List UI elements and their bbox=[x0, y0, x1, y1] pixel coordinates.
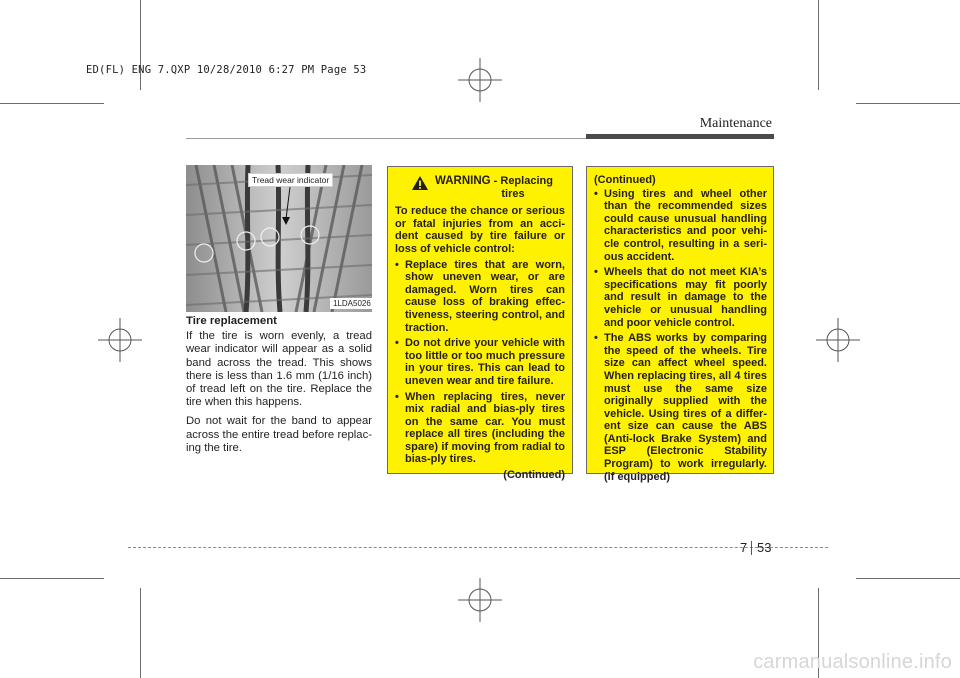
warning-subtitle-line2: tires bbox=[501, 187, 525, 200]
tire-tread-photo bbox=[186, 165, 372, 312]
watermark-url: carmanualsonline.info bbox=[753, 651, 952, 673]
list-item: • The ABS works by comparing the speed of the wheels. Tire size can affect wheel speed. When replacing tires, all 4 tires must use the same size originally supplied with the vehicle. Using tires of a differ-ent size can cause the ABS (Anti-lock Brake System) and ESP (Electronic Stability Program) to work irregularly. (if equipped) bbox=[594, 332, 767, 483]
list-item: • Wheels that do not meet KIA’s specifications may fit poorly and result in damage to the vehicle or unusual handling and poor vehicle control. bbox=[594, 266, 767, 329]
list-item: • Using tires and wheel other than the recommended sizes could cause unusual handling characteristics and poor vehi-cle control, resulting in a seri-ous accident. bbox=[594, 188, 767, 264]
registration-mark-icon bbox=[816, 318, 860, 362]
warning-list bbox=[395, 259, 565, 467]
paragraph: If the tire is worn evenly, a tread wear indicator will appear as a solid band across the tread. This shows there is less than 1.6 mm (1/16 inch) of tread left on the tire. Replace the tire when this happens. bbox=[186, 330, 372, 409]
paragraph: Do not wait for the band to appear across the entire tread before replac-ing the tire. bbox=[186, 415, 372, 454]
print-slug: ED(FL) ENG 7.QXP 10/28/2010 6:27 PM Page 53 bbox=[86, 64, 367, 76]
continued-warning-box bbox=[586, 166, 774, 483]
continued-label: (Continued) bbox=[594, 174, 656, 186]
warning-header bbox=[411, 175, 565, 200]
page-number-value: 53 bbox=[757, 540, 772, 555]
crop-mark bbox=[0, 103, 104, 104]
figure-code: 1LDA5026 bbox=[330, 298, 374, 309]
crop-mark bbox=[140, 588, 141, 678]
crop-mark bbox=[856, 103, 960, 104]
registration-mark-icon bbox=[458, 58, 502, 102]
section-title: Maintenance bbox=[699, 116, 772, 131]
tread-wear-indicator-callout: Tread wear indicator bbox=[248, 173, 333, 187]
list-item: • Do not drive your vehicle with too little or too much pressure in your tires. This can lead to uneven wear and tire failure. bbox=[395, 337, 565, 387]
list-item: • When replacing tires, never mix radial and bias-ply tires on the same car. You must replace all tires (including the spare) if moving from radial to bias-ply tires. bbox=[395, 391, 565, 467]
tire-replacement-section bbox=[186, 315, 372, 461]
crop-mark bbox=[856, 578, 960, 579]
warning-intro: To reduce the chance or serious or fatal injuries from an acci-dent caused by tire failure or loss of vehicle control: bbox=[395, 205, 565, 255]
header-rule bbox=[186, 138, 586, 139]
warning-label: WARNING bbox=[435, 175, 491, 187]
header-rule-accent bbox=[586, 134, 774, 139]
page-number-divider bbox=[751, 541, 752, 555]
warning-box bbox=[387, 166, 573, 482]
crop-mark bbox=[140, 0, 141, 90]
chapter-number: 7 bbox=[740, 540, 748, 555]
section-heading: Tire replacement bbox=[186, 315, 277, 327]
list-item: • Replace tires that are worn, show uneven wear, or are damaged. Worn tires can cause loss of braking effec-tiveness, steering control, and traction. bbox=[395, 259, 565, 335]
warning-triangle-icon bbox=[411, 175, 429, 191]
warning-subtitle: - Replacing bbox=[493, 175, 553, 187]
crop-mark bbox=[0, 578, 104, 579]
footer-rule bbox=[128, 547, 828, 548]
registration-mark-icon bbox=[98, 318, 142, 362]
warning-list bbox=[594, 188, 767, 484]
registration-mark-icon bbox=[458, 578, 502, 622]
continued-label: (Continued) bbox=[503, 469, 565, 482]
crop-mark bbox=[818, 0, 819, 90]
